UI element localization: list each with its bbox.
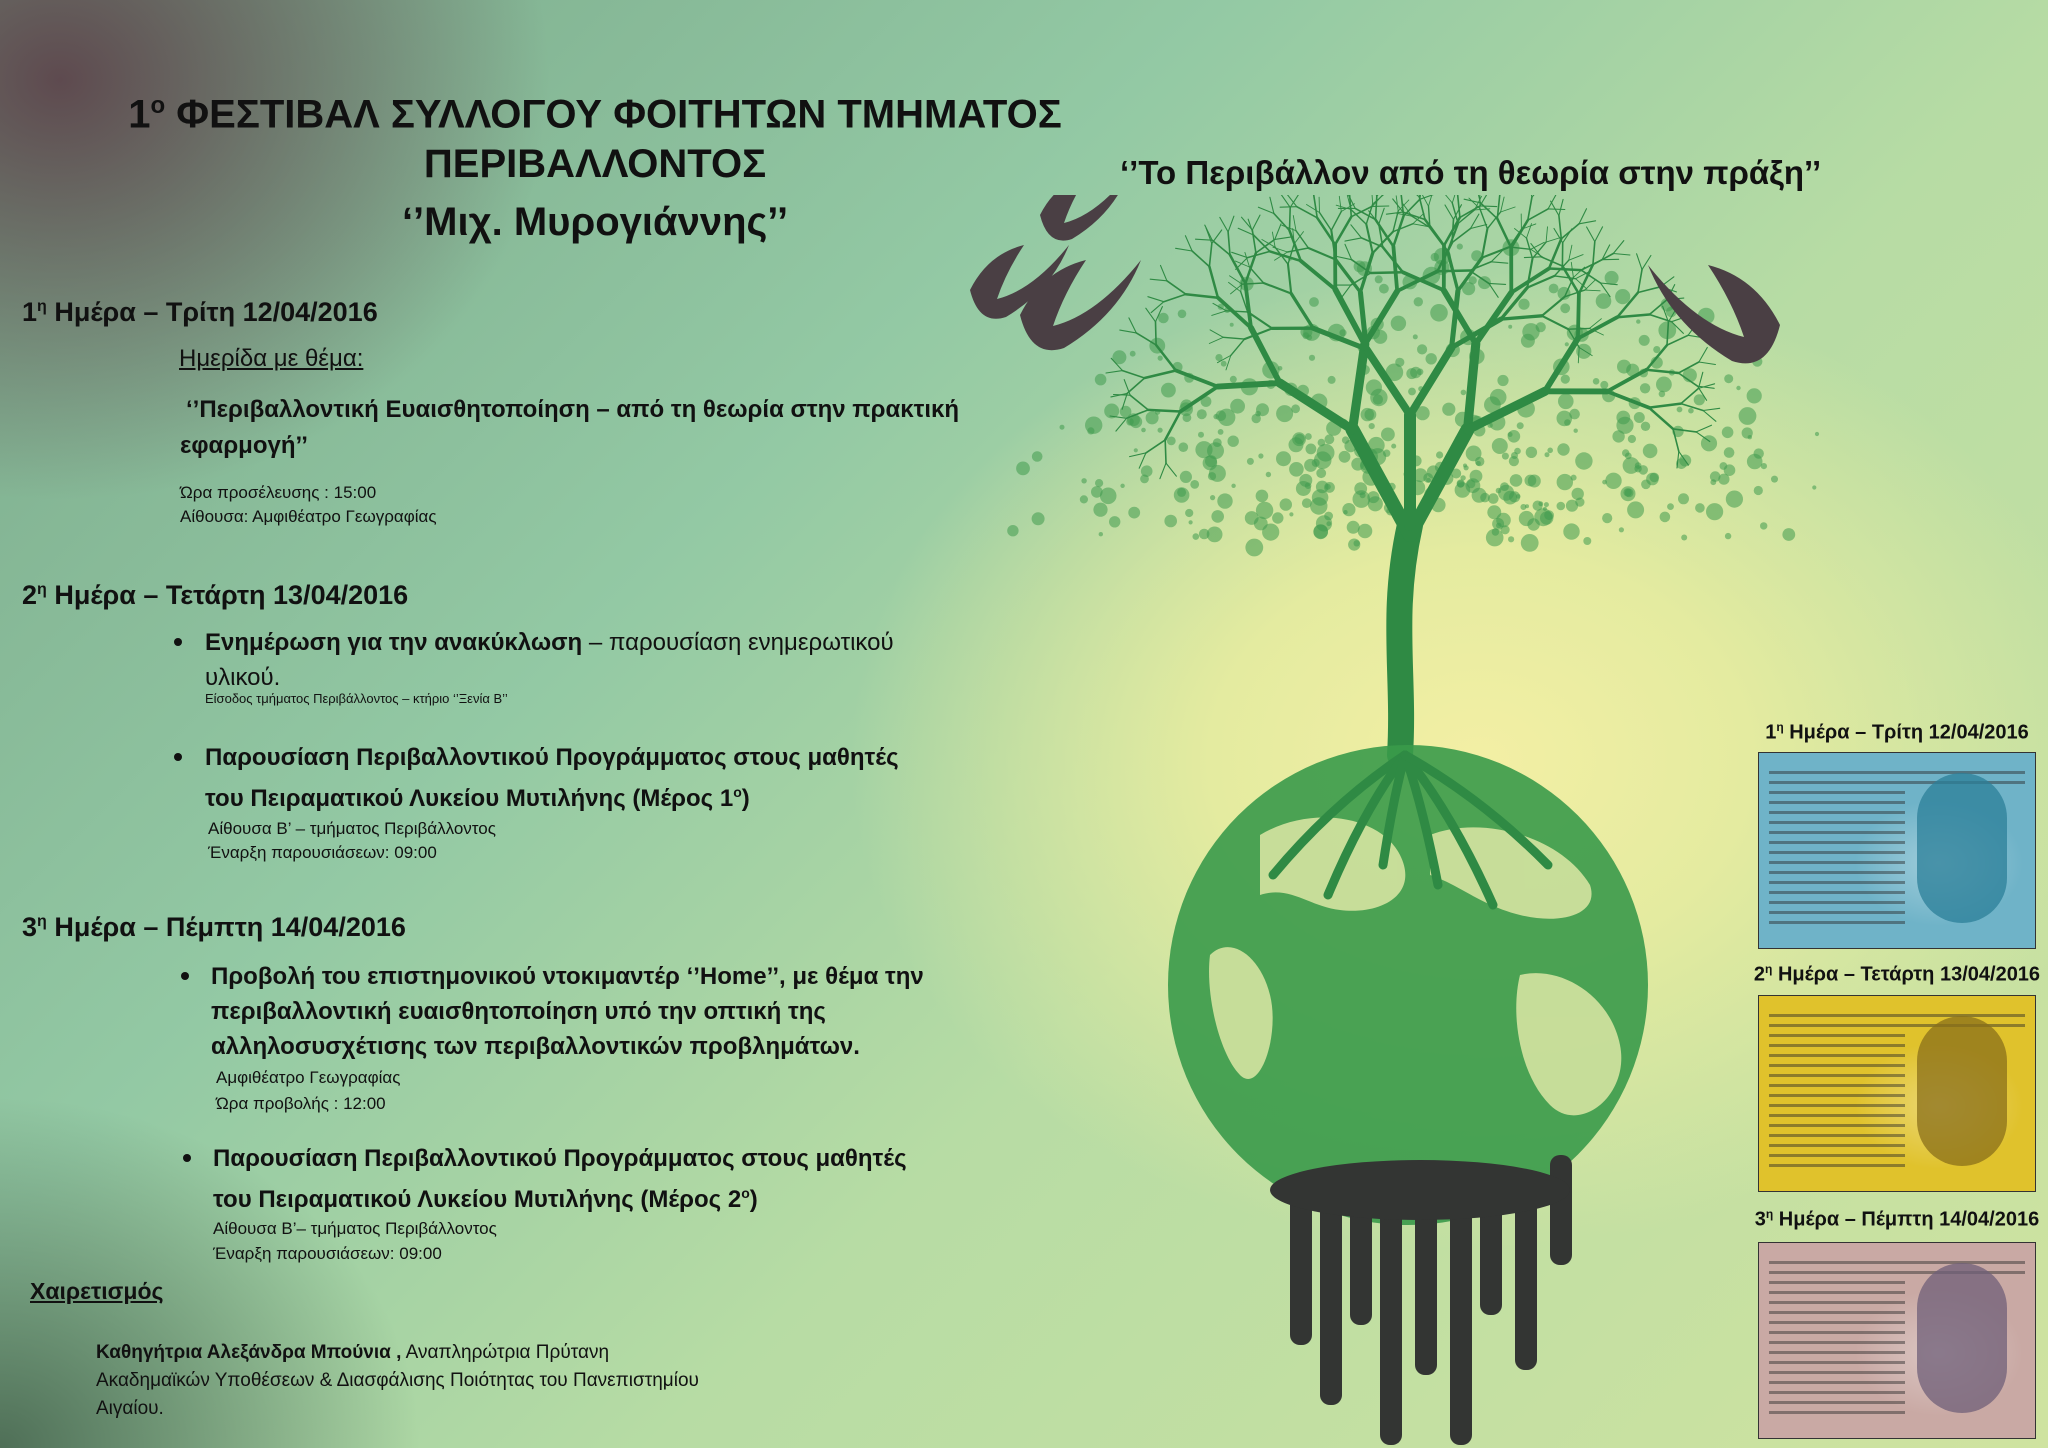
day2-item2-room: Αίθουσα Β’ – τμήματος Περιβάλλοντος [208, 819, 496, 838]
day2-item1-line2: υλικού. [205, 664, 281, 691]
day3-heading: $3^\eta$ Ημέρα – Πέμπτη 14/04/2016 [22, 912, 406, 942]
bullet-icon [181, 972, 189, 980]
greeting-line3: Αιγαίου. [96, 1398, 164, 1419]
day2-item1-line1: Ενημέρωση για την ανακύκλωση – παρουσίαση ενημερωτικού [205, 629, 894, 656]
festival-title-line3: ‘’Μιχ. Μυρογιάννης’’ [401, 200, 789, 244]
greeting-line1: Καθηγήτρια Αλεξάνδρα Μπούνια , Αναπληρώτρια Πρύτανη [96, 1342, 610, 1363]
day1-topic-line2: εφαρμογή’’ [180, 432, 308, 459]
thumb1-title: $1^\eta$ Ημέρα – Τρίτη 12/04/2016 [1765, 720, 2029, 744]
day3-item1-line1: Προβολή του επιστημονικού ντοκιμαντέρ ‘’Home’’, με θέμα την [211, 963, 924, 990]
day1-room: Αίθουσα: Αμφιθέατρο Γεωγραφίας [180, 507, 437, 526]
thumb3-title: $3^\eta$ Ημέρα – Πέμπτη 14/04/2016 [1754, 1207, 2040, 1231]
day1-subtitle: Ημερίδα με θέμα: [179, 345, 364, 372]
thumbnail-day3-poster [1758, 1242, 2036, 1439]
slogan: ‘’Το Περιβάλλον από τη θεωρία στην πράξη’’ [1120, 154, 1822, 191]
thumb2-title: $2^\eta$ Ημέρα – Τετάρτη 13/04/2016 [1753, 962, 2041, 986]
day3-item2-room: Αίθουσα Β’– τμήματος Περιβάλλοντος [213, 1219, 497, 1238]
day3-item1-room: Αμφιθέατρο Γεωγραφίας [216, 1068, 401, 1087]
thumbnail-day1-poster [1758, 752, 2036, 949]
day3-item2-line2: του Πειραματικού Λυκείου Μυτιλήνης (Μέρος $2^o$) [213, 1185, 758, 1213]
day3-item2-time: Έναρξη παρουσιάσεων: 09:00 [213, 1244, 442, 1263]
day2-item2-line2: του Πειραματικού Λυκείου Μυτιλήνης (Μέρος $1^o$) [205, 784, 750, 812]
thumbnail-day2-poster [1758, 995, 2036, 1192]
day2-item2-time: Έναρξη παρουσιάσεων: 09:00 [208, 843, 437, 862]
day3-item1-line3: αλληλοσυσχέτισης των περιβαλλοντικών προβλημάτων. [211, 1033, 860, 1060]
greeting-line2: Ακαδημαϊκών Υποθέσεων & Διασφάλισης Ποιότητας του Πανεπιστημίου [96, 1370, 699, 1391]
bullet-icon [183, 1154, 191, 1162]
day2-item1-note: Είσοδος τμήματος Περιβάλλοντος – κτήριο ‘’Ξενία Β’’ [205, 691, 508, 706]
day1-heading: $1^\eta$ Ημέρα – Τρίτη 12/04/2016 [22, 297, 378, 327]
day3-item2-line1: Παρουσίαση Περιβαλλοντικού Προγράμματος στους μαθητές [213, 1145, 907, 1172]
day2-item2-line1: Παρουσίαση Περιβαλλοντικού Προγράμματος στους μαθητές [205, 744, 899, 771]
festival-title-line1: $1^o$ ΦΕΣΤΙΒΑΛ ΣΥΛΛΟΓΟΥ ΦΟΙΤΗΤΩΝ ΤΜΗΜΑΤΟΣ [128, 92, 1062, 137]
bullet-icon [174, 753, 182, 761]
day3-item1-time: Ώρα προβολής : 12:00 [216, 1094, 386, 1113]
day2-heading: $2^\eta$ Ημέρα – Τετάρτη 13/04/2016 [22, 580, 409, 610]
festival-title-line2: ΠΕΡΙΒΑΛΛΟΝΤΟΣ [423, 142, 767, 186]
day1-topic-line1: ‘’Περιβαλλοντική Ευαισθητοποίηση – από τη θεωρία στην πρακτική [186, 396, 960, 423]
paint-drips [1270, 1155, 1572, 1445]
greeting-heading: Χαιρετισμός [30, 1278, 164, 1304]
bullet-icon [174, 638, 182, 646]
day1-time: Ώρα προσέλευσης : 15:00 [180, 483, 377, 502]
day3-item1-line2: περιβαλλοντική ευαισθητοποίηση υπό την οπτική της [211, 998, 826, 1025]
